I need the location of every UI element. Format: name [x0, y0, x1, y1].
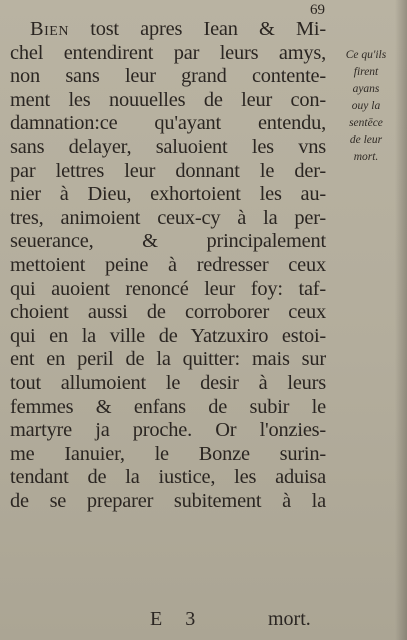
body-line: tout allumoient le desir à leurs — [10, 371, 326, 394]
body-line: seuerance, & principalement — [10, 230, 326, 253]
catchword: mort. — [268, 608, 311, 630]
body-text — [10, 18, 326, 513]
marginal-note-line: de leur — [349, 134, 383, 146]
body-line: femmes & enfans de subir le — [10, 395, 326, 418]
body-line: ment les nouuelles de leur con- — [10, 88, 326, 111]
body-line: tres, animoient ceux-cy à la per- — [10, 206, 326, 229]
body-line: qui en la ville de Yatzuxiro estoi- — [10, 324, 326, 347]
marginal-note-line: ouy la — [351, 100, 381, 112]
marginal-note-line: ayans — [352, 83, 380, 95]
body-line: tendant de la iustice, les aduisa — [10, 466, 326, 489]
body-line: mettoient peine à redresser ceux — [10, 253, 326, 276]
body-line: sans delayer, saluoient les vns — [10, 135, 326, 158]
drop-word: Bien — [30, 18, 69, 40]
body-line: ent en peril de la quitter: mais sur — [10, 348, 326, 371]
signature-mark: E 3 — [150, 608, 205, 630]
marginal-note-line: mort. — [353, 151, 379, 163]
body-line: de se preparer subitement à la — [10, 489, 326, 512]
body-line: par lettres leur donnant le der- — [10, 159, 326, 182]
body-line: non sans leur grand contente- — [10, 65, 326, 88]
body-line: me Ianuier, le Bonze surin- — [10, 442, 326, 465]
body-line: martyre ja proche. Or l'onzies- — [10, 419, 326, 442]
body-line: damnation:ce qu'ayant entendu, — [10, 112, 326, 135]
body-line: qui auoient renoncé leur foy: taf- — [10, 277, 326, 300]
body-line: choient aussi de corroborer ceux — [10, 301, 326, 324]
body-line: nier à Dieu, exhortoient les au- — [10, 183, 326, 206]
marginal-note-line: firent — [353, 66, 379, 78]
marginal-note — [333, 47, 399, 166]
page-number: 69 — [310, 2, 325, 18]
body-line: chel entendirent par leurs amys, — [10, 41, 326, 64]
body-line: Bien tost apres Iean & Mi- — [30, 18, 326, 40]
marginal-note-line: Ce qu'ils — [345, 49, 387, 61]
page-footer — [0, 608, 407, 634]
marginal-note-line: sentēce — [349, 117, 383, 129]
